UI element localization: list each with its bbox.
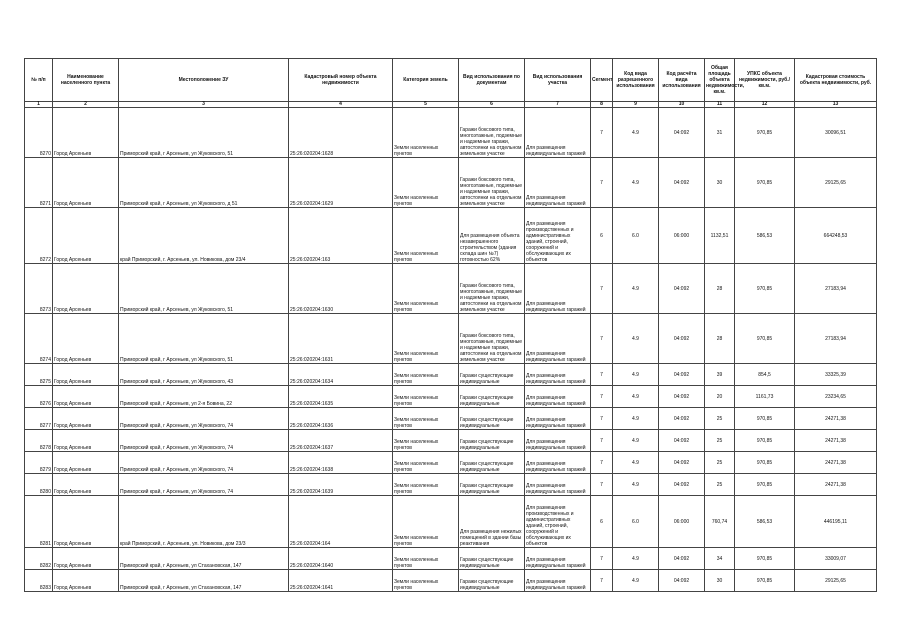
table-row bbox=[25, 452, 877, 474]
table-cell-upks: 586,53 bbox=[735, 496, 795, 548]
table-cell-location: Приморский край, г Арсеньев, ул Стахановская, 147 bbox=[119, 548, 289, 570]
table-cell-calc-code: 04:092 bbox=[659, 314, 705, 364]
table-cell-cadastral-value: 29125,65 bbox=[795, 158, 877, 208]
table-cell-number: 8272 bbox=[25, 208, 53, 264]
table-cell-cadastral-value: 33009,07 bbox=[795, 548, 877, 570]
table-cell-area: 28 bbox=[705, 314, 735, 364]
table-cell-cadastral-number: 25:26:020204:1638 bbox=[289, 452, 393, 474]
table-cell-town: Город Арсеньев bbox=[53, 570, 119, 592]
header-cell: Наименование населенного пункта bbox=[53, 59, 119, 102]
column-number: 10 bbox=[659, 102, 705, 108]
table-cell-area: 25 bbox=[705, 474, 735, 496]
column-number: 12 bbox=[735, 102, 795, 108]
table-cell-use-code: 4.9 bbox=[613, 452, 659, 474]
column-number: 8 bbox=[591, 102, 613, 108]
table-cell-cadastral-number: 25:26:020204:1630 bbox=[289, 264, 393, 314]
table-cell-use-code: 4.9 bbox=[613, 314, 659, 364]
table-row bbox=[25, 408, 877, 430]
table-row bbox=[25, 430, 877, 452]
table-cell-number: 8280 bbox=[25, 474, 53, 496]
table-cell-use: Для размещения производственных и административных зданий, строений, сооружений и обслуживающих их объектов bbox=[525, 208, 591, 264]
table-cell-upks: 970,85 bbox=[735, 158, 795, 208]
table-cell-segment: 7 bbox=[591, 408, 613, 430]
table-cell-land-category: Земли населенных пунктов bbox=[393, 548, 459, 570]
table-cell-use: Для размещения индивидуальных гаражей bbox=[525, 452, 591, 474]
table-cell-location: Приморский край, г Арсеньев, ул Жуковского, 43 bbox=[119, 364, 289, 386]
table-cell-use: Для размещения производственных и административных зданий, строений, сооружений и обслуживающих их объектов bbox=[525, 496, 591, 548]
table-cell-use: Для размещения индивидуальных гаражей bbox=[525, 570, 591, 592]
table-cell-use: Для размещения индивидуальных гаражей bbox=[525, 474, 591, 496]
table-cell-cadastral-number: 25:26:020204:163 bbox=[289, 208, 393, 264]
table-cell-area: 1132,51 bbox=[705, 208, 735, 264]
table-row bbox=[25, 108, 877, 158]
table-cell-use: Для размещения индивидуальных гаражей bbox=[525, 430, 591, 452]
table-cell-use-by-documents: Гаражи существующие индивидуальные bbox=[459, 570, 525, 592]
table-cell-cadastral-number: 25:26:020204:1639 bbox=[289, 474, 393, 496]
table-cell-town: Город Арсеньев bbox=[53, 364, 119, 386]
table-cell-number: 8273 bbox=[25, 264, 53, 314]
column-number: 2 bbox=[53, 102, 119, 108]
header-cell: Общая площадь объекта недвижимости, кв.м. bbox=[705, 59, 735, 102]
table-cell-upks: 970,85 bbox=[735, 264, 795, 314]
header-cell: Вид использования участка bbox=[525, 59, 591, 102]
table-cell-use-by-documents: Гаражи существующие индивидуальные bbox=[459, 452, 525, 474]
table-cell-calc-code: 04:092 bbox=[659, 548, 705, 570]
table-cell-town: Город Арсеньев bbox=[53, 496, 119, 548]
table-cell-use-by-documents: Гаражи существующие индивидуальные bbox=[459, 364, 525, 386]
table-cell-use-code: 4.9 bbox=[613, 548, 659, 570]
table-cell-cadastral-value: 27183,94 bbox=[795, 264, 877, 314]
header-cell: Сегмент bbox=[591, 59, 613, 102]
table-cell-cadastral-value: 33325,39 bbox=[795, 364, 877, 386]
table-cell-calc-code: 04:092 bbox=[659, 408, 705, 430]
table-cell-use-by-documents: Гаражи существующие индивидуальные bbox=[459, 474, 525, 496]
table-row bbox=[25, 208, 877, 264]
table-cell-cadastral-number: 25:26:020204:1640 bbox=[289, 548, 393, 570]
table-cell-area: 760,74 bbox=[705, 496, 735, 548]
table-cell-use-by-documents: Для размещения объекта незавершенного строительством (здания склада шин №7) готовностью 62% bbox=[459, 208, 525, 264]
table-row bbox=[25, 264, 877, 314]
table-cell-area: 25 bbox=[705, 452, 735, 474]
table-cell-number: 8270 bbox=[25, 108, 53, 158]
table-cell-land-category: Земли населенных пунктов bbox=[393, 408, 459, 430]
table-row bbox=[25, 496, 877, 548]
table-cell-use-code: 4.9 bbox=[613, 474, 659, 496]
table-row bbox=[25, 570, 877, 592]
table-cell-use: Для размещения индивидуальных гаражей bbox=[525, 108, 591, 158]
table-cell-town: Город Арсеньев bbox=[53, 314, 119, 364]
table-cell-upks: 854,5 bbox=[735, 364, 795, 386]
table-row bbox=[25, 314, 877, 364]
table-cell-upks: 1161,73 bbox=[735, 386, 795, 408]
table-cell-use: Для размещения индивидуальных гаражей bbox=[525, 314, 591, 364]
table-cell-calc-code: 04:092 bbox=[659, 452, 705, 474]
table-cell-use-code: 4.9 bbox=[613, 386, 659, 408]
table-cell-number: 8281 bbox=[25, 496, 53, 548]
table-cell-location: Приморский край, г Арсеньев, ул Жуковского, 51 bbox=[119, 314, 289, 364]
table-row bbox=[25, 158, 877, 208]
table-row bbox=[25, 364, 877, 386]
header-cell: Местоположение ЗУ bbox=[119, 59, 289, 102]
table-cell-land-category: Земли населенных пунктов bbox=[393, 570, 459, 592]
table-cell-number: 8271 bbox=[25, 158, 53, 208]
table-cell-land-category: Земли населенных пунктов bbox=[393, 158, 459, 208]
header-cell: Код расчёта вида использования bbox=[659, 59, 705, 102]
table-cell-number: 8279 bbox=[25, 452, 53, 474]
table-cell-segment: 7 bbox=[591, 386, 613, 408]
header-cell: Вид использования по документам bbox=[459, 59, 525, 102]
table-cell-calc-code: 04:092 bbox=[659, 430, 705, 452]
table-cell-cadastral-number: 25:26:020204:164 bbox=[289, 496, 393, 548]
table-cell-cadastral-number: 25:26:020204:1637 bbox=[289, 430, 393, 452]
table-cell-cadastral-value: 664248,53 bbox=[795, 208, 877, 264]
table-cell-segment: 7 bbox=[591, 430, 613, 452]
table-cell-number: 8274 bbox=[25, 314, 53, 364]
table-cell-segment: 7 bbox=[591, 158, 613, 208]
table-cell-segment: 7 bbox=[591, 264, 613, 314]
column-number: 11 bbox=[705, 102, 735, 108]
table-cell-use: Для размещения индивидуальных гаражей bbox=[525, 158, 591, 208]
column-number: 6 bbox=[459, 102, 525, 108]
column-number: 13 bbox=[795, 102, 877, 108]
table-cell-cadastral-number: 25:26:020204:1629 bbox=[289, 158, 393, 208]
table-cell-cadastral-number: 25:26:020204:1635 bbox=[289, 386, 393, 408]
table-cell-town: Город Арсеньев bbox=[53, 108, 119, 158]
table-cell-use-by-documents: Гаражи боксового типа, многоэтажные, подземные и надземные гаражи, автостоянки на отдельном земельном участке bbox=[459, 264, 525, 314]
header-row bbox=[25, 59, 877, 102]
table-cell-segment: 7 bbox=[591, 108, 613, 158]
table-body bbox=[25, 108, 877, 592]
table-cell-use-by-documents: Гаражи существующие индивидуальные bbox=[459, 408, 525, 430]
table-cell-upks: 970,85 bbox=[735, 570, 795, 592]
table-cell-use-code: 4.9 bbox=[613, 570, 659, 592]
table-cell-town: Город Арсеньев bbox=[53, 474, 119, 496]
table-cell-segment: 7 bbox=[591, 314, 613, 364]
table-cell-segment: 7 bbox=[591, 548, 613, 570]
table-cell-number: 8275 bbox=[25, 364, 53, 386]
table-cell-use: Для размещения индивидуальных гаражей bbox=[525, 386, 591, 408]
table-cell-cadastral-value: 446195,11 bbox=[795, 496, 877, 548]
column-number: 9 bbox=[613, 102, 659, 108]
table-cell-upks: 970,85 bbox=[735, 408, 795, 430]
table-cell-location: Приморский край, г Арсеньев, ул Жуковского, 74 bbox=[119, 408, 289, 430]
header-cell: Категория земель bbox=[393, 59, 459, 102]
table-cell-cadastral-number: 25:26:020204:1641 bbox=[289, 570, 393, 592]
header-cell: УПКС объекта недвижимости, руб./кв.м. bbox=[735, 59, 795, 102]
table-cell-number: 8277 bbox=[25, 408, 53, 430]
table-row bbox=[25, 548, 877, 570]
table-cell-segment: 6 bbox=[591, 496, 613, 548]
table-cell-upks: 970,85 bbox=[735, 314, 795, 364]
table-cell-use-code: 6.0 bbox=[613, 496, 659, 548]
table-cell-location: Приморский край, г Арсеньев, ул Жуковского, д 51 bbox=[119, 158, 289, 208]
table-cell-town: Город Арсеньев bbox=[53, 158, 119, 208]
table-cell-use-by-documents: Гаражи существующие индивидуальные bbox=[459, 430, 525, 452]
table-cell-area: 30 bbox=[705, 570, 735, 592]
table-cell-segment: 7 bbox=[591, 474, 613, 496]
table-cell-land-category: Земли населенных пунктов bbox=[393, 314, 459, 364]
table-cell-upks: 970,85 bbox=[735, 452, 795, 474]
table-cell-use: Для размещения индивидуальных гаражей bbox=[525, 548, 591, 570]
table-row bbox=[25, 474, 877, 496]
table-cell-cadastral-number: 25:26:020204:1634 bbox=[289, 364, 393, 386]
header-cell: Код вида разрешенного использования bbox=[613, 59, 659, 102]
table-cell-number: 8276 bbox=[25, 386, 53, 408]
table-cell-cadastral-value: 29125,65 bbox=[795, 570, 877, 592]
table-cell-upks: 970,85 bbox=[735, 108, 795, 158]
table-cell-land-category: Земли населенных пунктов bbox=[393, 108, 459, 158]
header-cell: № п/п bbox=[25, 59, 53, 102]
table-cell-cadastral-number: 25:26:020204:1631 bbox=[289, 314, 393, 364]
table-cell-use-code: 4.9 bbox=[613, 264, 659, 314]
table-cell-use: Для размещения индивидуальных гаражей bbox=[525, 408, 591, 430]
table-cell-land-category: Земли населенных пунктов bbox=[393, 264, 459, 314]
table-cell-upks: 970,85 bbox=[735, 548, 795, 570]
cadastral-table bbox=[24, 58, 877, 592]
table-cell-calc-code: 04:092 bbox=[659, 386, 705, 408]
table-cell-calc-code: 06:000 bbox=[659, 496, 705, 548]
table-cell-use-code: 6.0 bbox=[613, 208, 659, 264]
table-cell-segment: 6 bbox=[591, 208, 613, 264]
table-cell-use: Для размещения индивидуальных гаражей bbox=[525, 364, 591, 386]
table-cell-calc-code: 06:000 bbox=[659, 208, 705, 264]
table-cell-town: Город Арсеньев bbox=[53, 430, 119, 452]
table-cell-town: Город Арсеньев bbox=[53, 386, 119, 408]
table-cell-area: 25 bbox=[705, 430, 735, 452]
table-cell-use-code: 4.9 bbox=[613, 430, 659, 452]
table-cell-location: Приморский край, г Арсеньев, ул Жуковского, 74 bbox=[119, 452, 289, 474]
table-cell-town: Город Арсеньев bbox=[53, 208, 119, 264]
table-cell-location: Приморский край, г Арсеньев, ул Жуковского, 74 bbox=[119, 430, 289, 452]
table-cell-location: край Приморский, г. Арсеньев, ул. Новикова, дом 23/4 bbox=[119, 208, 289, 264]
table-cell-calc-code: 04:092 bbox=[659, 364, 705, 386]
table-cell-town: Город Арсеньев bbox=[53, 548, 119, 570]
column-number: 1 bbox=[25, 102, 53, 108]
table-cell-use-code: 4.9 bbox=[613, 364, 659, 386]
table-cell-use: Для размещения индивидуальных гаражей bbox=[525, 264, 591, 314]
table-cell-segment: 7 bbox=[591, 570, 613, 592]
table-cell-upks: 970,85 bbox=[735, 430, 795, 452]
table-cell-use-by-documents: Для размещения нежилых помещений в здании базы реактивания bbox=[459, 496, 525, 548]
table-cell-cadastral-value: 27183,94 bbox=[795, 314, 877, 364]
column-number: 5 bbox=[393, 102, 459, 108]
table-cell-town: Город Арсеньев bbox=[53, 408, 119, 430]
table-cell-land-category: Земли населенных пунктов bbox=[393, 452, 459, 474]
table-cell-town: Город Арсеньев bbox=[53, 452, 119, 474]
table-row bbox=[25, 386, 877, 408]
table-cell-land-category: Земли населенных пунктов bbox=[393, 364, 459, 386]
table-cell-calc-code: 04:092 bbox=[659, 108, 705, 158]
table-cell-use-by-documents: Гаражи существующие индивидуальные bbox=[459, 386, 525, 408]
table-cell-location: Приморский край, г Арсеньев, ул Жуковского, 51 bbox=[119, 108, 289, 158]
table-cell-segment: 7 bbox=[591, 364, 613, 386]
table-cell-use-by-documents: Гаражи существующие индивидуальные bbox=[459, 548, 525, 570]
table-cell-calc-code: 04:092 bbox=[659, 158, 705, 208]
table-cell-cadastral-value: 24271,38 bbox=[795, 430, 877, 452]
column-number: 7 bbox=[525, 102, 591, 108]
table-cell-segment: 7 bbox=[591, 452, 613, 474]
header-cell: Кадастровая стоимость объекта недвижимости, руб. bbox=[795, 59, 877, 102]
table-cell-use-code: 4.9 bbox=[613, 108, 659, 158]
header-cell: Кадастровый номер объекта недвижимости bbox=[289, 59, 393, 102]
table-cell-upks: 586,53 bbox=[735, 208, 795, 264]
table-cell-use-code: 4.9 bbox=[613, 408, 659, 430]
table-cell-location: Приморский край, г Арсеньев, ул Жуковского, 51 bbox=[119, 264, 289, 314]
table-cell-location: Приморский край, г Арсеньев, ул Стахановская, 147 bbox=[119, 570, 289, 592]
table-cell-area: 25 bbox=[705, 408, 735, 430]
table-cell-use-by-documents: Гаражи боксового типа, многоэтажные, подземные и надземные гаражи, автостоянки на отдельном земельном участке bbox=[459, 314, 525, 364]
table-cell-calc-code: 04:092 bbox=[659, 570, 705, 592]
table-cell-location: край Приморский, г. Арсеньев, ул. Новикова, дом 23/3 bbox=[119, 496, 289, 548]
table-cell-number: 8283 bbox=[25, 570, 53, 592]
table-cell-land-category: Земли населенных пунктов bbox=[393, 430, 459, 452]
table-cell-calc-code: 04:092 bbox=[659, 474, 705, 496]
table-cell-use-by-documents: Гаражи боксового типа, многоэтажные, подземные и надземные гаражи, автостоянки на отдельном земельном участке bbox=[459, 108, 525, 158]
table-cell-area: 30 bbox=[705, 158, 735, 208]
table-cell-number: 8282 bbox=[25, 548, 53, 570]
table-cell-cadastral-value: 24271,38 bbox=[795, 408, 877, 430]
table-cell-upks: 970,85 bbox=[735, 474, 795, 496]
table-cell-use-code: 4.9 bbox=[613, 158, 659, 208]
table-cell-land-category: Земли населенных пунктов bbox=[393, 496, 459, 548]
table-cell-area: 20 bbox=[705, 386, 735, 408]
table-cell-cadastral-value: 24271,38 bbox=[795, 474, 877, 496]
table-cell-area: 34 bbox=[705, 548, 735, 570]
column-number: 3 bbox=[119, 102, 289, 108]
table-cell-area: 39 bbox=[705, 364, 735, 386]
table-cell-area: 31 bbox=[705, 108, 735, 158]
table-cell-land-category: Земли населенных пунктов bbox=[393, 474, 459, 496]
table-cell-cadastral-number: 25:26:020204:1628 bbox=[289, 108, 393, 158]
table-cell-land-category: Земли населенных пунктов bbox=[393, 386, 459, 408]
table-cell-cadastral-number: 25:26:020204:1636 bbox=[289, 408, 393, 430]
table-cell-cadastral-value: 23234,65 bbox=[795, 386, 877, 408]
table-cell-number: 8278 bbox=[25, 430, 53, 452]
table-cell-town: Город Арсеньев bbox=[53, 264, 119, 314]
table-cell-area: 28 bbox=[705, 264, 735, 314]
table-cell-location: Приморский край, г Арсеньев, ул 2-я Бовина, 22 bbox=[119, 386, 289, 408]
table-cell-calc-code: 04:092 bbox=[659, 264, 705, 314]
table-cell-location: Приморский край, г Арсеньев, ул Жуковского, 74 bbox=[119, 474, 289, 496]
table-cell-land-category: Земли населенных пунктов bbox=[393, 208, 459, 264]
column-number: 4 bbox=[289, 102, 393, 108]
table-cell-use-by-documents: Гаражи боксового типа, многоэтажные, подземные и надземные гаражи, автостоянки на отдельном земельном участке bbox=[459, 158, 525, 208]
table-cell-cadastral-value: 30096,51 bbox=[795, 108, 877, 158]
table-cell-cadastral-value: 24271,38 bbox=[795, 452, 877, 474]
